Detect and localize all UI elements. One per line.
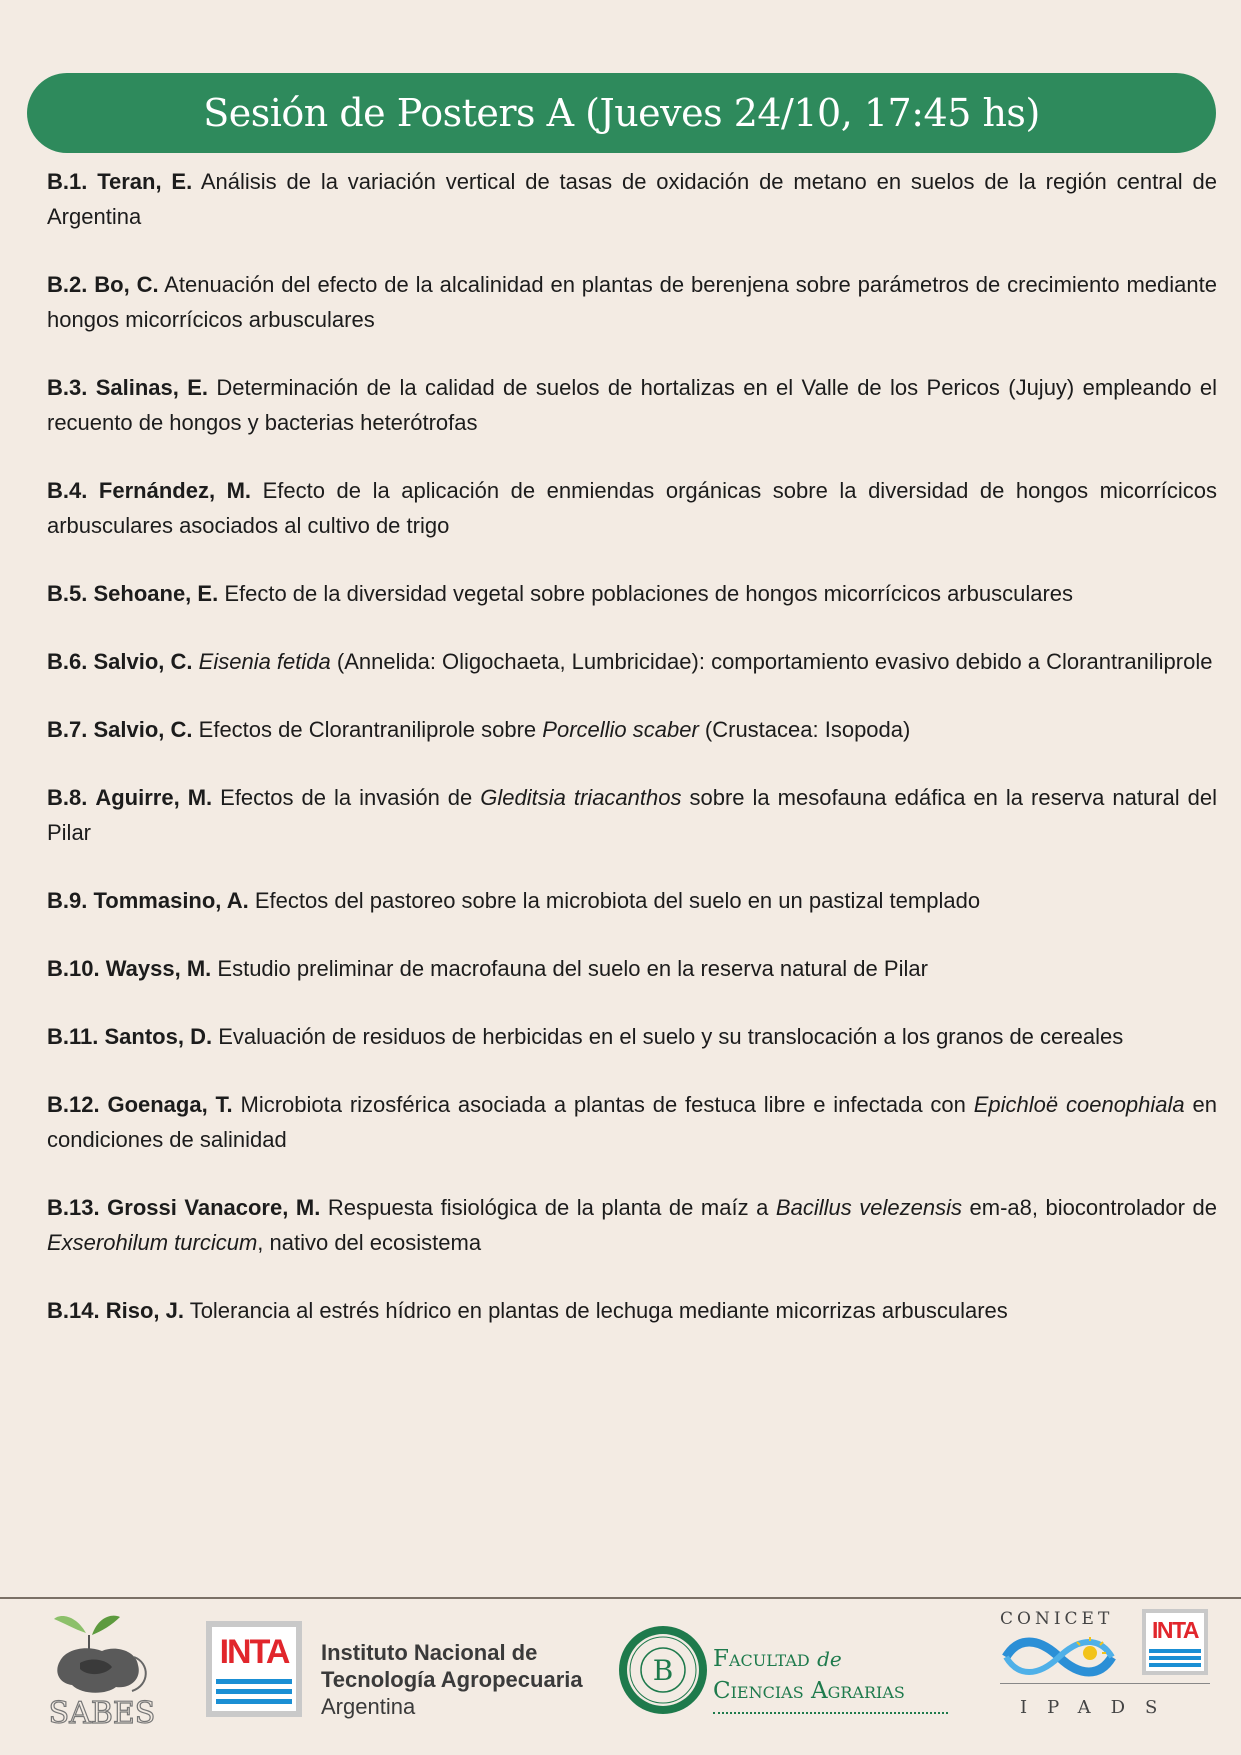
poster-title-text: Respuesta fisiológica de la planta de maíz a: [327, 1195, 776, 1220]
inta-small-stripe: [1149, 1656, 1201, 1660]
inta-name-line3: Argentina: [321, 1694, 416, 1719]
poster-author: Sehoane, E.: [93, 581, 219, 606]
poster-title-text: Determinación de la calidad de suelos de hortalizas en el Valle de los Pericos (Jujuy) empleando el recuento de hongos y bacterias heterótrofas: [47, 375, 1217, 435]
poster-author: Salvio, C.: [93, 717, 193, 742]
poster-entry: [47, 883, 1217, 918]
poster-title-species: Exserohilum turcicum: [47, 1230, 258, 1255]
poster-title-text: en condiciones de salinidad: [47, 1092, 1217, 1152]
poster-title-text: Análisis de la variación vertical de tasas de oxidación de metano en suelos de la región central de Argentina: [47, 169, 1217, 229]
inta-name: [321, 1639, 583, 1720]
facultad-de: de: [817, 1647, 842, 1671]
poster-title-text: sobre la mesofauna edáfica en la reserva natural del Pilar: [47, 785, 1217, 845]
poster-title-text: Efectos de la invasión de: [220, 785, 481, 810]
poster-title-text: Estudio preliminar de macrofauna del suelo en la reserva natural de Pilar: [217, 956, 928, 981]
poster-title-species: Gleditsia triacanthos: [480, 785, 682, 810]
poster-entry: [47, 370, 1217, 440]
footer-logos: [0, 1599, 1241, 1755]
facultad-line2: Ciencias Agrarias: [713, 1678, 905, 1704]
inta-logo-text: INTA: [219, 1633, 289, 1671]
poster-list: [47, 164, 1217, 1361]
poster-code: B.13.: [47, 1195, 100, 1220]
poster-code: B.9.: [47, 888, 88, 913]
poster-entry: [47, 576, 1217, 611]
poster-title-species: Porcellio scaber: [542, 717, 699, 742]
poster-author: Santos, D.: [104, 1024, 213, 1049]
poster-title-text: Tolerancia al estrés hídrico en plantas de lechuga mediante micorrizas arbusculares: [189, 1298, 1008, 1323]
poster-entry: [47, 644, 1217, 679]
facultad-line1: Facultad: [713, 1646, 810, 1672]
poster-code: B.12.: [47, 1092, 100, 1117]
conicet-logo: [998, 1633, 1120, 1679]
poster-code: B.1.: [47, 169, 88, 194]
conicet-label: CONICET: [1000, 1609, 1114, 1629]
sabes-logo-text: SABES: [48, 1696, 156, 1731]
poster-entry: [47, 267, 1217, 337]
sabes-logo: [46, 1605, 158, 1735]
facultad-underline: [713, 1712, 948, 1714]
poster-title-species: Bacillus velezensis: [775, 1195, 962, 1220]
facultad-seal-logo: [617, 1624, 709, 1716]
poster-author: Wayss, M.: [105, 956, 212, 981]
poster-author: Goenaga, T.: [107, 1092, 233, 1117]
poster-code: B.11.: [47, 1024, 99, 1049]
poster-author: Riso, J.: [105, 1298, 184, 1323]
facultad-name: [713, 1643, 905, 1707]
inta-stripe: [216, 1679, 292, 1684]
poster-entry: [47, 1190, 1217, 1260]
seal-letter: B: [652, 1654, 674, 1687]
inta-stripe: [216, 1689, 292, 1694]
poster-code: B.6.: [47, 649, 88, 674]
poster-title-text: Efectos de Clorantraniliprole sobre: [198, 717, 543, 742]
session-header: [27, 73, 1216, 153]
poster-entry: [47, 1019, 1217, 1054]
poster-title-text: Efectos del pastoreo sobre la microbiota del suelo en un pastizal templado: [254, 888, 981, 913]
poster-code: B.2.: [47, 272, 88, 297]
poster-code: B.14.: [47, 1298, 100, 1323]
poster-title-text: em-a8, biocontrolador de: [961, 1195, 1217, 1220]
poster-author: Fernández, M.: [98, 478, 252, 503]
poster-entry: [47, 473, 1217, 543]
poster-author: Salinas, E.: [95, 375, 209, 400]
poster-title-text: Efecto de la diversidad vegetal sobre poblaciones de hongos micorrícicos arbusculares: [224, 581, 1074, 606]
inta-stripe: [216, 1699, 292, 1704]
poster-title-text: Atenuación del efecto de la alcalinidad en plantas de berenjena sobre parámetros de crecimiento mediante hongos micorrícicos arbusculares: [47, 272, 1217, 332]
poster-author: Aguirre, M.: [95, 785, 213, 810]
poster-code: B.10.: [47, 956, 100, 981]
poster-entry: [47, 1087, 1217, 1157]
poster-title-text: (Annelida: Oligochaeta, Lumbricidae): comportamiento evasivo debido a Clorantraniliprole: [330, 649, 1213, 674]
poster-entry: [47, 951, 1217, 986]
poster-entry: [47, 1293, 1217, 1328]
inta-small-logo-text: INTA: [1152, 1617, 1198, 1643]
inta-small-stripe: [1149, 1663, 1201, 1667]
poster-code: B.5.: [47, 581, 88, 606]
inta-logo: [206, 1621, 302, 1717]
poster-author: Bo, C.: [94, 272, 159, 297]
poster-code: B.4.: [47, 478, 88, 503]
ipads-label: IPADS: [1020, 1697, 1178, 1718]
poster-title-species: Epichloë coenophiala: [973, 1092, 1185, 1117]
poster-entry: [47, 164, 1217, 234]
inta-small-logo: [1142, 1609, 1208, 1675]
poster-title-text: Efecto de la aplicación de enmiendas orgánicas sobre la diversidad de hongos micorrícicos arbusculares asociados al cultivo de trigo: [47, 478, 1217, 538]
poster-code: B.3.: [47, 375, 88, 400]
poster-author: Grossi Vanacore, M.: [107, 1195, 321, 1220]
inta-name-line1: Instituto Nacional de: [321, 1640, 538, 1665]
poster-title-text: Evaluación de residuos de herbicidas en el suelo y su translocación a los granos de cereales: [218, 1024, 1124, 1049]
poster-title-text: (Crustacea: Isopoda): [698, 717, 911, 742]
poster-entry: [47, 712, 1217, 747]
poster-code: B.7.: [47, 717, 88, 742]
ipads-divider: [1000, 1683, 1210, 1684]
session-title: Sesión de Posters A (Jueves 24/10, 17:45 hs): [203, 91, 1040, 135]
poster-author: Tommasino, A.: [93, 888, 249, 913]
poster-author: Teran, E.: [97, 169, 193, 194]
inta-small-stripe: [1149, 1649, 1201, 1653]
poster-author: Salvio, C.: [93, 649, 193, 674]
inta-name-line2: Tecnología Agropecuaria: [321, 1667, 583, 1692]
poster-code: B.8.: [47, 785, 88, 810]
poster-title-species: Eisenia fetida: [198, 649, 331, 674]
poster-title-text: Microbiota rizosférica asociada a plantas de festuca libre e infectada con: [240, 1092, 974, 1117]
poster-title-text: , nativo del ecosistema: [257, 1230, 482, 1255]
poster-entry: [47, 780, 1217, 850]
